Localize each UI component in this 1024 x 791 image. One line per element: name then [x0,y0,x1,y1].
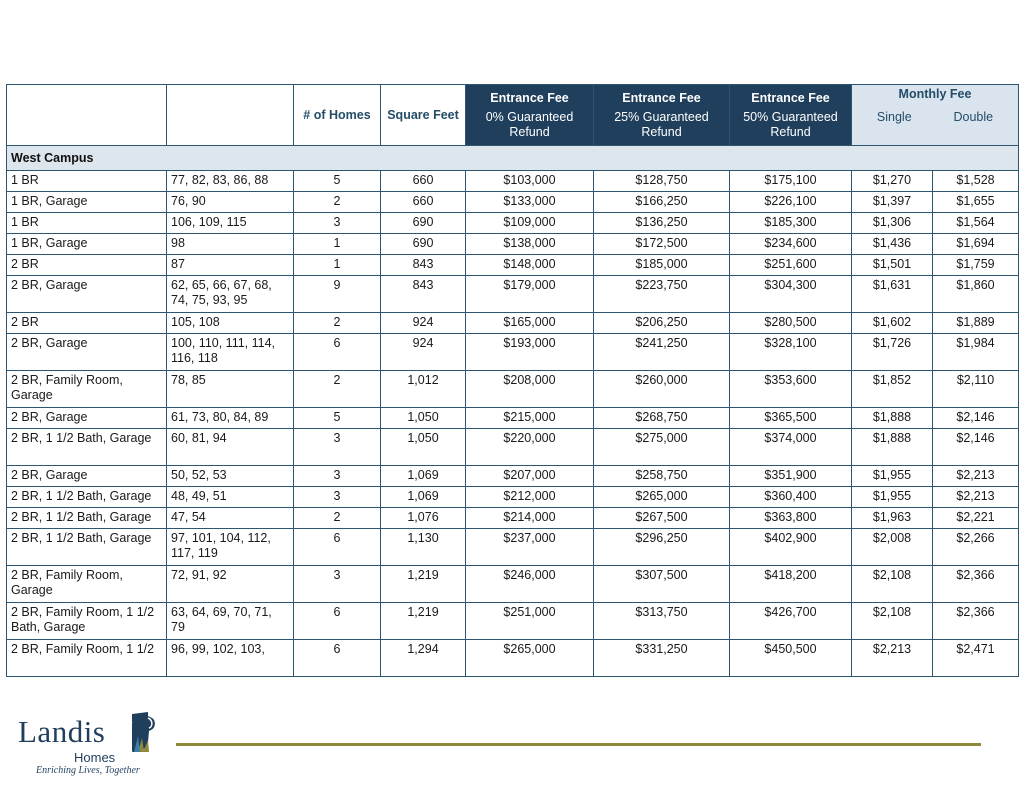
cell-fee-0: $246,000 [466,566,594,603]
cell-sqft: 1,012 [381,371,466,408]
table-row [7,529,1019,566]
cell-lots: 50, 52, 53 [167,466,294,487]
cell-lots: 72, 91, 92 [167,566,294,603]
pitcher-logo-icon [118,708,158,756]
table-row [7,640,1019,677]
cell-monthly-double: $2,213 [933,466,1019,487]
cell-fee-25: $260,000 [594,371,730,408]
header-fee-25-sub: 25% Guaranteed Refund [614,109,709,139]
cell-type: 2 BR, Family Room, 1 1/2 [7,640,167,677]
cell-sqft: 843 [381,255,466,276]
cell-homes: 3 [294,487,381,508]
footer-rule [176,743,981,746]
cell-sqft: 660 [381,171,466,192]
cell-lots: 105, 108 [167,313,294,334]
cell-fee-25: $275,000 [594,429,730,466]
cell-type: 2 BR, Family Room, 1 1/2 Bath, Garage [7,603,167,640]
cell-monthly-single: $1,602 [852,313,933,334]
cell-type: 2 BR [7,255,167,276]
cell-sqft: 1,130 [381,529,466,566]
cell-homes: 9 [294,276,381,313]
header-blank-type [7,85,167,146]
cell-monthly-single: $1,501 [852,255,933,276]
table-row [7,171,1019,192]
cell-monthly-double: $1,759 [933,255,1019,276]
table-row [7,213,1019,234]
cell-monthly-double: $2,213 [933,487,1019,508]
header-double: Double [953,110,994,124]
cell-sqft: 924 [381,334,466,371]
cell-monthly-double: $1,694 [933,234,1019,255]
cell-fee-0: $193,000 [466,334,594,371]
cell-fee-0: $165,000 [466,313,594,334]
cell-sqft: 1,069 [381,466,466,487]
header-fee-25 [594,85,730,146]
cell-homes: 5 [294,171,381,192]
cell-sqft: 660 [381,192,466,213]
cell-fee-0: $212,000 [466,487,594,508]
cell-type: 2 BR, Garage [7,408,167,429]
cell-homes: 2 [294,508,381,529]
cell-fee-25: $265,000 [594,487,730,508]
cell-homes: 3 [294,429,381,466]
cell-type: 2 BR, 1 1/2 Bath, Garage [7,529,167,566]
cell-fee-0: $207,000 [466,466,594,487]
cell-homes: 1 [294,234,381,255]
cell-type: 1 BR, Garage [7,234,167,255]
cell-monthly-double: $2,366 [933,566,1019,603]
logo-name: Landis [18,714,106,749]
header-fee-50-title: Entrance Fee [751,90,830,105]
cell-type: 1 BR [7,213,167,234]
cell-homes: 2 [294,371,381,408]
cell-homes: 6 [294,529,381,566]
cell-sqft: 1,076 [381,508,466,529]
table-row [7,313,1019,334]
cell-fee-0: $103,000 [466,171,594,192]
cell-homes: 5 [294,408,381,429]
cell-fee-25: $136,250 [594,213,730,234]
cell-type: 2 BR, Family Room, Garage [7,371,167,408]
cell-monthly-double: $2,266 [933,529,1019,566]
cell-type: 2 BR, Garage [7,466,167,487]
cell-fee-25: $258,750 [594,466,730,487]
cell-monthly-single: $2,108 [852,566,933,603]
cell-monthly-single: $1,852 [852,371,933,408]
header-fee-0 [466,85,594,146]
header-monthly-title: Monthly Fee [898,87,972,101]
cell-lots: 78, 85 [167,371,294,408]
cell-lots: 77, 82, 83, 86, 88 [167,171,294,192]
cell-fee-25: $206,250 [594,313,730,334]
header-homes: # of Homes [294,85,381,146]
cell-homes: 3 [294,213,381,234]
pricing-table [6,84,1019,677]
cell-lots: 63, 64, 69, 70, 71, 79 [167,603,294,640]
cell-lots: 106, 109, 115 [167,213,294,234]
cell-fee-50: $418,200 [730,566,852,603]
cell-sqft: 1,050 [381,429,466,466]
cell-fee-50: $280,500 [730,313,852,334]
cell-fee-50: $226,100 [730,192,852,213]
cell-monthly-double: $2,110 [933,371,1019,408]
table-row [7,255,1019,276]
cell-fee-0: $214,000 [466,508,594,529]
cell-monthly-double: $1,860 [933,276,1019,313]
cell-type: 1 BR [7,171,167,192]
cell-lots: 76, 90 [167,192,294,213]
cell-lots: 47, 54 [167,508,294,529]
header-blank-lots [167,85,294,146]
cell-type: 1 BR, Garage [7,192,167,213]
cell-type: 2 BR [7,313,167,334]
cell-sqft: 843 [381,276,466,313]
cell-monthly-double: $1,528 [933,171,1019,192]
cell-homes: 2 [294,313,381,334]
cell-monthly-single: $1,888 [852,429,933,466]
cell-sqft: 924 [381,313,466,334]
cell-fee-50: $304,300 [730,276,852,313]
cell-fee-0: $215,000 [466,408,594,429]
cell-type: 2 BR, Garage [7,334,167,371]
cell-fee-25: $267,500 [594,508,730,529]
table-row [7,371,1019,408]
header-fee-50-sub: 50% Guaranteed Refund [743,109,838,139]
cell-monthly-double: $1,564 [933,213,1019,234]
cell-fee-25: $313,750 [594,603,730,640]
cell-type: 2 BR, 1 1/2 Bath, Garage [7,487,167,508]
table-row [7,276,1019,313]
cell-homes: 2 [294,192,381,213]
cell-fee-25: $128,750 [594,171,730,192]
header-fee-50 [730,85,852,146]
cell-type: 2 BR, Family Room, Garage [7,566,167,603]
cell-monthly-single: $1,963 [852,508,933,529]
table-row [7,408,1019,429]
cell-sqft: 1,069 [381,487,466,508]
landis-homes-logo [18,708,158,778]
cell-homes: 6 [294,603,381,640]
table-row [7,334,1019,371]
cell-monthly-double: $2,366 [933,603,1019,640]
cell-monthly-single: $1,306 [852,213,933,234]
table-row [7,234,1019,255]
logo-sub: Homes [74,750,116,765]
cell-fee-50: $353,600 [730,371,852,408]
cell-lots: 48, 49, 51 [167,487,294,508]
cell-fee-0: $265,000 [466,640,594,677]
cell-lots: 62, 65, 66, 67, 68, 74, 75, 93, 95 [167,276,294,313]
table-row [7,429,1019,466]
cell-lots: 97, 101, 104, 112, 117, 119 [167,529,294,566]
cell-homes: 3 [294,566,381,603]
cell-fee-0: $133,000 [466,192,594,213]
cell-monthly-double: $1,655 [933,192,1019,213]
cell-monthly-single: $1,888 [852,408,933,429]
cell-fee-25: $223,750 [594,276,730,313]
cell-monthly-double: $2,471 [933,640,1019,677]
cell-fee-0: $138,000 [466,234,594,255]
cell-fee-25: $172,500 [594,234,730,255]
cell-monthly-double: $1,984 [933,334,1019,371]
section-row [7,146,1019,171]
cell-sqft: 690 [381,213,466,234]
cell-fee-25: $296,250 [594,529,730,566]
cell-type: 2 BR, 1 1/2 Bath, Garage [7,429,167,466]
cell-monthly-single: $2,108 [852,603,933,640]
cell-sqft: 1,219 [381,603,466,640]
cell-monthly-double: $2,146 [933,408,1019,429]
cell-fee-0: $148,000 [466,255,594,276]
cell-fee-50: $175,100 [730,171,852,192]
cell-fee-0: $179,000 [466,276,594,313]
cell-fee-25: $331,250 [594,640,730,677]
cell-fee-25: $307,500 [594,566,730,603]
cell-fee-0: $251,000 [466,603,594,640]
cell-fee-50: $251,600 [730,255,852,276]
cell-monthly-single: $1,955 [852,487,933,508]
header-single: Single [876,110,912,124]
cell-homes: 3 [294,466,381,487]
cell-lots: 60, 81, 94 [167,429,294,466]
cell-monthly-single: $1,955 [852,466,933,487]
cell-lots: 96, 99, 102, 103, [167,640,294,677]
cell-monthly-single: $2,213 [852,640,933,677]
cell-monthly-single: $1,270 [852,171,933,192]
table-row [7,192,1019,213]
table-row [7,487,1019,508]
header-monthly [852,85,1019,146]
table-row [7,566,1019,603]
header-fee-0-title: Entrance Fee [490,90,569,105]
cell-fee-25: $268,750 [594,408,730,429]
cell-monthly-single: $1,631 [852,276,933,313]
cell-fee-50: $374,000 [730,429,852,466]
cell-fee-0: $220,000 [466,429,594,466]
cell-monthly-double: $2,146 [933,429,1019,466]
header-row [7,85,1019,146]
cell-lots: 87 [167,255,294,276]
cell-type: 2 BR, Garage [7,276,167,313]
cell-fee-50: $363,800 [730,508,852,529]
cell-type: 2 BR, 1 1/2 Bath, Garage [7,508,167,529]
cell-fee-50: $450,500 [730,640,852,677]
cell-fee-50: $185,300 [730,213,852,234]
cell-sqft: 690 [381,234,466,255]
table-row [7,466,1019,487]
cell-monthly-double: $1,889 [933,313,1019,334]
cell-fee-0: $208,000 [466,371,594,408]
cell-lots: 61, 73, 80, 84, 89 [167,408,294,429]
header-sqft: Square Feet [381,85,466,146]
cell-lots: 100, 110, 111, 114, 116, 118 [167,334,294,371]
cell-fee-50: $351,900 [730,466,852,487]
cell-fee-50: $360,400 [730,487,852,508]
section-title: West Campus [7,146,1019,171]
cell-fee-50: $328,100 [730,334,852,371]
cell-fee-50: $426,700 [730,603,852,640]
table-row [7,508,1019,529]
cell-fee-25: $185,000 [594,255,730,276]
cell-sqft: 1,050 [381,408,466,429]
cell-fee-50: $234,600 [730,234,852,255]
cell-homes: 6 [294,640,381,677]
header-fee-0-sub: 0% Guaranteed Refund [485,109,574,139]
cell-fee-25: $166,250 [594,192,730,213]
cell-lots: 98 [167,234,294,255]
cell-monthly-single: $1,436 [852,234,933,255]
logo-tagline: Enriching Lives, Together [36,765,140,776]
cell-sqft: 1,294 [381,640,466,677]
cell-monthly-double: $2,221 [933,508,1019,529]
cell-fee-50: $402,900 [730,529,852,566]
cell-sqft: 1,219 [381,566,466,603]
cell-fee-0: $237,000 [466,529,594,566]
cell-homes: 6 [294,334,381,371]
cell-monthly-single: $1,397 [852,192,933,213]
header-fee-25-title: Entrance Fee [622,90,701,105]
cell-monthly-single: $1,726 [852,334,933,371]
cell-fee-0: $109,000 [466,213,594,234]
cell-monthly-single: $2,008 [852,529,933,566]
table-row [7,603,1019,640]
cell-fee-25: $241,250 [594,334,730,371]
cell-fee-50: $365,500 [730,408,852,429]
cell-homes: 1 [294,255,381,276]
